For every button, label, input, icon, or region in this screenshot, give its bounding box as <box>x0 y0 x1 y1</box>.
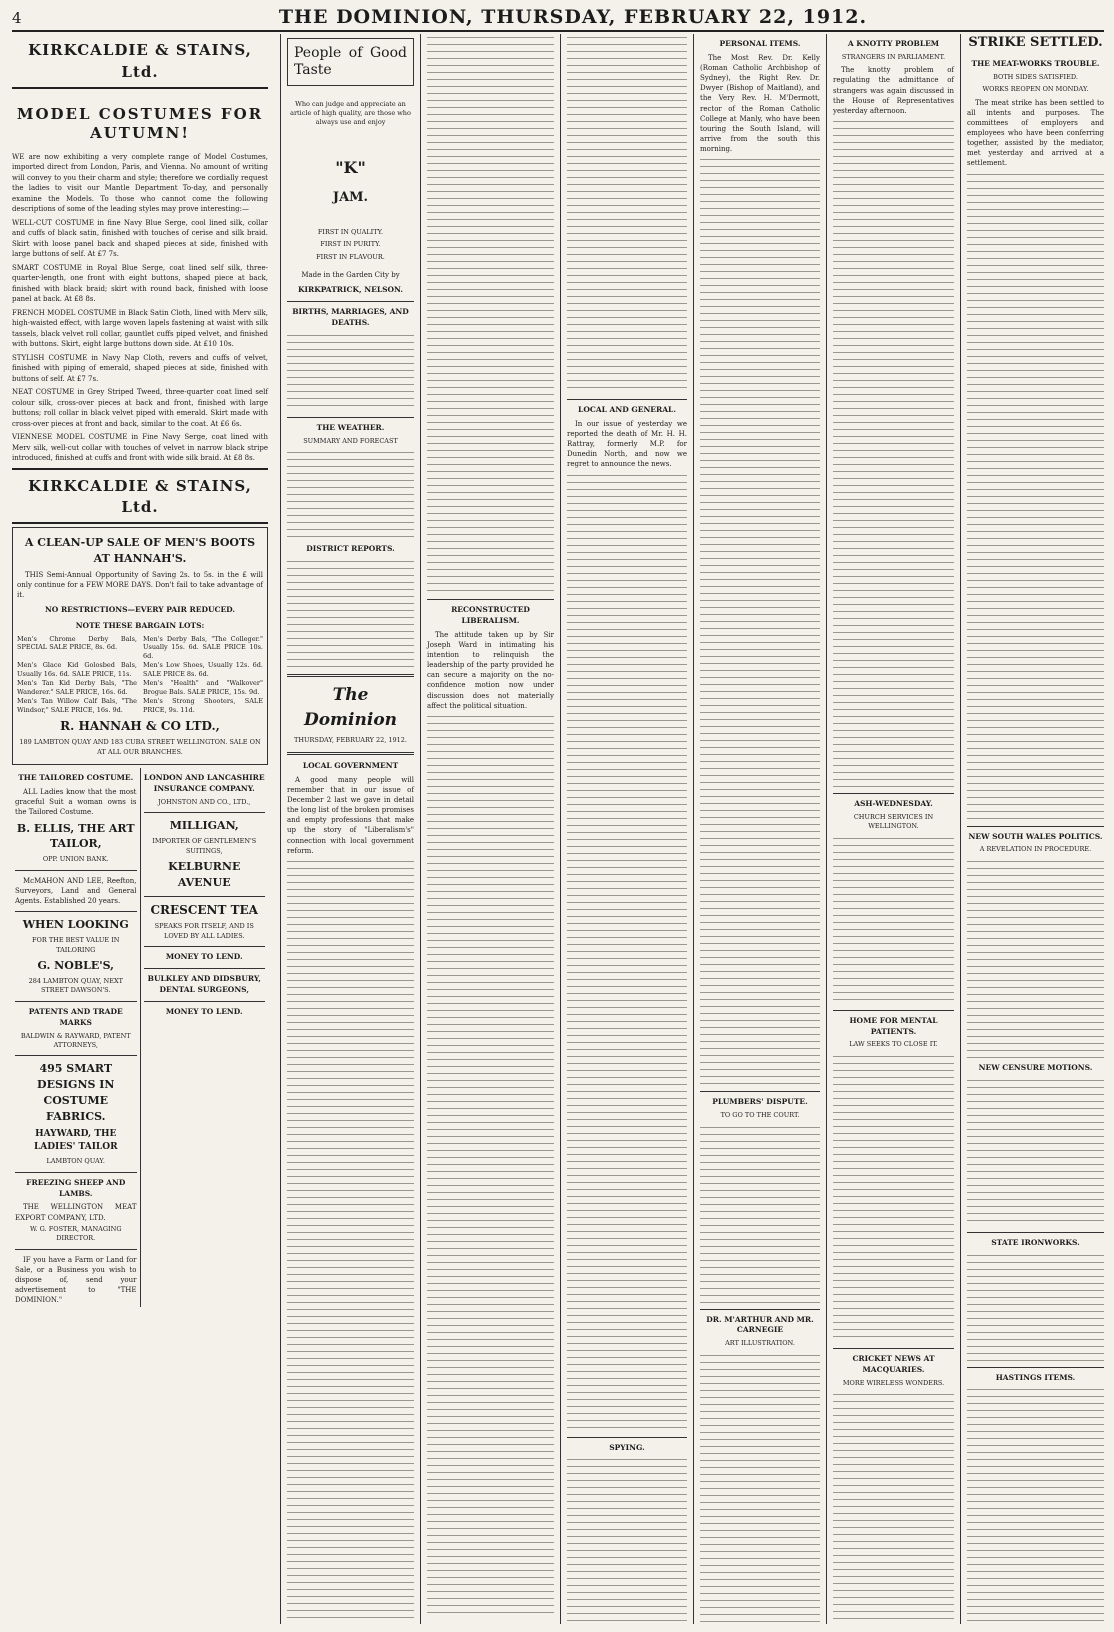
masthead <box>12 6 1104 32</box>
london-lancs-heading: LONDON AND LANCASHIRE INSURANCE COMPANY. <box>143 773 265 794</box>
first-flavour: FIRST IN FLAVOUR. <box>316 252 385 261</box>
local-general-heading: LOCAL AND GENERAL. <box>578 405 676 414</box>
small-ads-right <box>140 768 269 1307</box>
money-heading-2: MONEY TO LEND. <box>165 1006 243 1016</box>
looking-heading: WHEN LOOKING <box>22 918 129 932</box>
kelburne-name: KELBURNE AVENUE <box>168 860 241 890</box>
homes-sub: LAW SEEKS TO CLOSE IT. <box>849 1040 938 1049</box>
column-5 <box>693 34 826 1624</box>
column-2 <box>280 34 420 1624</box>
patents-heading: PATENTS AND TRADE MARKS <box>28 1006 123 1027</box>
made-in: Made in the Garden City by <box>301 271 400 280</box>
first-purity: FIRST IN PURITY. <box>320 240 381 249</box>
ash-sub: CHURCH SERVICES IN WELLINGTON. <box>853 812 934 831</box>
crescent-tea: CRESCENT TEA <box>150 903 258 918</box>
column-3 <box>420 34 560 1624</box>
costume-item: FRENCH MODEL COSTUME in Black Satin Cloth, lined with Merv silk, high-waisted effect, with large woven lapels fastening at waist with silk tassels, black velvet roll collar, gauntlet cuffs piped velvet, and finished with buttons. Skirt, eight large buttons down side. At £10 10s. <box>12 308 268 348</box>
costume-item: WELL-CUT COSTUME in fine Navy Blue Serge, cool lined silk, collar and cuffs of black satin, finished with touches of cerise and silk braid. Skirt with loose panel back and shaped pieces at side, finished with large buttons of self. At £7 7s. <box>12 218 268 258</box>
bulkley-heading: BULKLEY AND DIDSBURY, DENTAL SURGEONS, <box>147 974 261 995</box>
knotty-heading: A KNOTTY PROBLEM <box>847 39 940 48</box>
reconstructed-heading: RECONSTRUCTED LIBERALISM. <box>451 605 530 625</box>
johnston-name: JOHNSTON AND CO., LTD., <box>158 797 251 806</box>
hayward-name: HAYWARD, THE LADIES' TAILOR <box>33 1129 118 1153</box>
art-heading: ART ILLUSTRATION. <box>725 1339 795 1348</box>
tailored-heading: THE TAILORED COSTUME. <box>18 773 134 783</box>
page-number: 4 <box>12 9 22 27</box>
looking-sub: FOR THE BEST VALUE IN TAILORING <box>32 936 120 954</box>
knotty-body: The knotty problem of regulating the admittance of strangers was again discussed in the House of Representatives yesterday afternoon. <box>833 66 954 115</box>
nsw-sub: A REVELATION IN PROCEDURE. <box>979 845 1092 854</box>
bargain-item: Men's Strong Shooters, SALE PRICE, 9s. 11d. <box>143 697 263 714</box>
bargain-list <box>17 635 263 714</box>
hannah-name: R. HANNAH & CO LTD., <box>60 718 220 733</box>
hannah-address: 189 LAMBTON QUAY AND 183 CUBA STREET WELLINGTON. SALE ON AT ALL OUR BRANCHES. <box>19 738 261 756</box>
strike-body: The meat strike has been settled to all intents and purposes. The committees of employers and employees who have been conferring together, assisted by the mediator, met yesterday and arrived at a settlement. <box>967 98 1104 168</box>
hannah-sale-text: THIS Semi-Annual Opportunity of Saving 2s. to 5s. in the £ will only continue for a FEW MORE DAYS. Don't fail to take advantage of it. <box>17 570 263 600</box>
noble-name: G. NOBLE'S, <box>37 959 114 973</box>
hastings-heading: HASTINGS ITEMS. <box>995 1372 1076 1382</box>
costume-item: STYLISH COSTUME in Navy Nap Cloth, revers and cuffs of velvet, finished with piping of emerald, shaped pieces at side, finished with buttons of self. At £7 7s. <box>12 353 268 383</box>
personal-heading: PERSONAL ITEMS. <box>719 39 801 48</box>
strike-heading: STRIKE SETTLED. <box>968 35 1103 50</box>
milligan-name: MILLIGAN, <box>169 819 239 833</box>
ironworks-heading: STATE IRONWORKS. <box>991 1237 1080 1247</box>
mahon-ad: McMAHON AND LEE, Reefton, Surveyors, Land and General Agents. Established 20 years. <box>15 876 137 906</box>
farm-ad: IF you have a Farm or Land for Sale, or a Business you wish to dispose of, send your advertisement to "THE DOMINION." <box>15 1255 137 1305</box>
bargain-item: Men's Chrome Derby Bals, SPECIAL SALE PRICE, 8s. 6d. <box>17 635 137 652</box>
ellis-name: B. ELLIS, THE ART TAILOR, <box>16 821 135 851</box>
weather-sub: SUMMARY AND FORECAST <box>303 436 398 445</box>
ellis-sub: OPP. UNION BANK. <box>42 855 109 864</box>
local-gov-heading: LOCAL GOVERNMENT <box>302 760 399 770</box>
column-6 <box>826 34 960 1624</box>
column-advertisements <box>12 34 274 1624</box>
costume-item: NEAT COSTUME in Grey Striped Tweed, three-quarter coat lined self colour silk, cross-over pieces at back and front, finished with large buttons; roll collar in black velvet piped with emerald. Skirt made with cross-over pieces at front and back, similar to the coat. At £6 6s. <box>12 388 268 428</box>
personal-body: The Most Rev. Dr. Kelly (Roman Catholic Archbishop of Sydney), the Right Rev. Dr. Dwyer (Bishop of Maitland), and the Very Rev. H. M'Dermott, rector of the Roman Catholic College at Manly, who have been touring the South Island, will arrive from the south this morning. <box>700 53 820 154</box>
money-heading: MONEY TO LEND. <box>165 952 243 962</box>
dominion-masthead: The Dominion <box>303 685 398 730</box>
homes-heading: HOME FOR MENTAL PATIENTS. <box>849 1015 938 1036</box>
bargain-note: NOTE THESE BARGAIN LOTS: <box>75 621 205 631</box>
bargain-item: Men's Derby Bals, "The Colleger." Usually 15s. 6d. SALE PRICE 10s. 6d. <box>143 635 263 660</box>
first-quality: FIRST IN QUALITY. <box>317 227 384 236</box>
smart-designs-heading: 495 SMART DESIGNS IN COSTUME FABRICS. <box>37 1062 115 1124</box>
people-good-taste: People of Good Taste <box>287 38 414 86</box>
hannah-sale-ad <box>12 527 268 765</box>
small-ads-left <box>12 768 140 1307</box>
meat-export-ad: THE WELLINGTON MEAT EXPORT COMPANY, LTD. <box>15 1203 137 1222</box>
k-brand: "K" <box>335 157 366 177</box>
tailored-text: ALL Ladies know that the most graceful Suit a woman owns is the Tailored Costume. <box>15 788 137 817</box>
works-reopen: WORKS REOPEN ON MONDAY. <box>982 85 1089 94</box>
people-sub: Who can judge and appreciate an article of high quality, are those who always use and enjoy <box>290 99 411 127</box>
hayward-address: LAMBTON QUAY. <box>46 1157 105 1166</box>
reconstructed-body: The attitude taken up by Sir Joseph Ward in intimating his intention to relinquish the leadership of the party provided he can secure a majority on the no-confidence motion now under discussion does not materially affect the political situation. <box>427 630 554 710</box>
kirkcaldie-banner-2: KIRKCALDIE & STAINS, Ltd. <box>12 468 268 525</box>
local-general-body: In our issue of yesterday we reported the death of Mr. H. H. Rattray, formerly M.P. for Dunedin North, and now we regret to announce the news. <box>567 419 687 469</box>
no-restrictions: NO RESTRICTIONS—EVERY PAIR REDUCED. <box>44 605 236 615</box>
bargain-item: Men's Tan Willow Calf Bals, "The Windsor," SALE PRICE, 16s. 9d. <box>17 697 137 714</box>
ash-heading: ASH-WEDNESDAY. <box>854 799 933 808</box>
jam-label: JAM. <box>332 190 369 206</box>
both-sides: BOTH SIDES SATISFIED. <box>993 72 1078 81</box>
milligan-sub: IMPORTER OF GENTLEMEN'S SUITINGS, <box>152 837 257 855</box>
leader-date: THURSDAY, FEBRUARY 22, 1912. <box>293 736 408 745</box>
hannah-sale-heading: A CLEAN-UP SALE OF MEN'S BOOTS AT HANNAH'S. <box>24 536 256 565</box>
district-heading: DISTRICT REPORTS. <box>306 544 395 554</box>
plumbers-heading: PLUMBERS' DISPUTE. <box>712 1097 808 1107</box>
small-ads <box>12 768 268 1307</box>
column-4 <box>560 34 693 1624</box>
cricket-heading: CRICKET NEWS AT MACQUARIES. <box>852 1353 935 1374</box>
censure-heading: NEW CENSURE MOTIONS. <box>978 1062 1093 1072</box>
masthead-title: THE DOMINION, THURSDAY, FEBRUARY 22, 1912. <box>278 6 868 28</box>
meat-works-heading: THE MEAT-WORKS TROUBLE. <box>971 58 1100 68</box>
costume-ad-body <box>12 152 268 464</box>
mcarthur-heading: DR. M'ARTHUR AND MR. CARNEGIE <box>706 1314 814 1335</box>
weather-heading: THE WEATHER. <box>316 422 385 432</box>
bargain-item: Men's Low Shoes, Usually 12s. 6d. SALE PRICE 8s. 6d. <box>143 661 263 678</box>
costume-intro: WE are now exhibiting a very complete range of Model Costumes, imported direct from London, Paris, and Vienna. No amount of writing will convey to you their charm and style; therefore we cordially request the ladies to visit our Mantle Department To-day, and personally examine the Models. To those who cannot come the following descriptions of some of the leading styles may prove interesting:— <box>12 152 268 213</box>
knotty-sub: STRANGERS IN PARLIAMENT. <box>841 52 946 61</box>
freezing-heading: FREEZING SHEEP AND LAMBS. <box>26 1177 126 1198</box>
bargain-item: Men's Glace Kid Golosbed Bals, Usually 16s. 6d. SALE PRICE, 11s. <box>17 661 137 678</box>
spying-heading: SPYING. <box>609 1442 645 1452</box>
bargain-item: Men's "Health" and "Walkover" Brogue Bals. SALE PRICE, 15s. 9d. <box>143 679 263 696</box>
column-7 <box>960 34 1104 1624</box>
nsw-heading: NEW SOUTH WALES POLITICS. <box>968 831 1103 841</box>
kirkcaldie-banner: KIRKCALDIE & STAINS, Ltd. <box>12 34 268 89</box>
kirkpatrick-name: KIRKPATRICK, NELSON. <box>297 285 404 295</box>
plumbers-sub: TO GO TO THE COURT. <box>720 1111 800 1120</box>
model-costumes-heading: MODEL COSTUMES FOR AUTUMN! <box>16 104 264 142</box>
bargain-item: Men's Tan Kid Derby Bals, "The Wanderer." SALE PRICE, 16s. 6d. <box>17 679 137 696</box>
baldwin-name: BALDWIN & RAYWARD, PATENT ATTORNEYS, <box>20 1031 131 1049</box>
noble-address: 284 LAMBTON QUAY, NEXT STREET DAWSON'S. <box>28 976 123 995</box>
crescent-sub: SPEAKS FOR ITSELF, AND IS LOVED BY ALL LADIES. <box>154 922 254 940</box>
cricket-sub: MORE WIRELESS WONDERS. <box>842 1378 945 1387</box>
foster-name: W. G. FOSTER, MANAGING DIRECTOR. <box>29 1224 122 1243</box>
costume-item: SMART COSTUME in Royal Blue Serge, coat lined self silk, three-quarter-length, one front with eight buttons, shaped piece at back, finished with black braid; skirt with round back, finished with loose panel at back. At £8 8s. <box>12 263 268 303</box>
births-heading: BIRTHS, MARRIAGES, AND DEATHS. <box>292 307 409 328</box>
local-gov-body: A good many people will remember that in our issue of December 2 last we gave in detail the long list of the broken promises and empty professions that make up the story of "Liberalism's" connection with local government reform. <box>287 775 414 855</box>
costume-item: VIENNESE MODEL COSTUME in Fine Navy Serge, coat lined with Merv silk, well-cut collar with touches of velvet in narrow black stripe introduced, finished at cuffs and front with wide silk braid. At £8 8s. <box>12 433 268 462</box>
